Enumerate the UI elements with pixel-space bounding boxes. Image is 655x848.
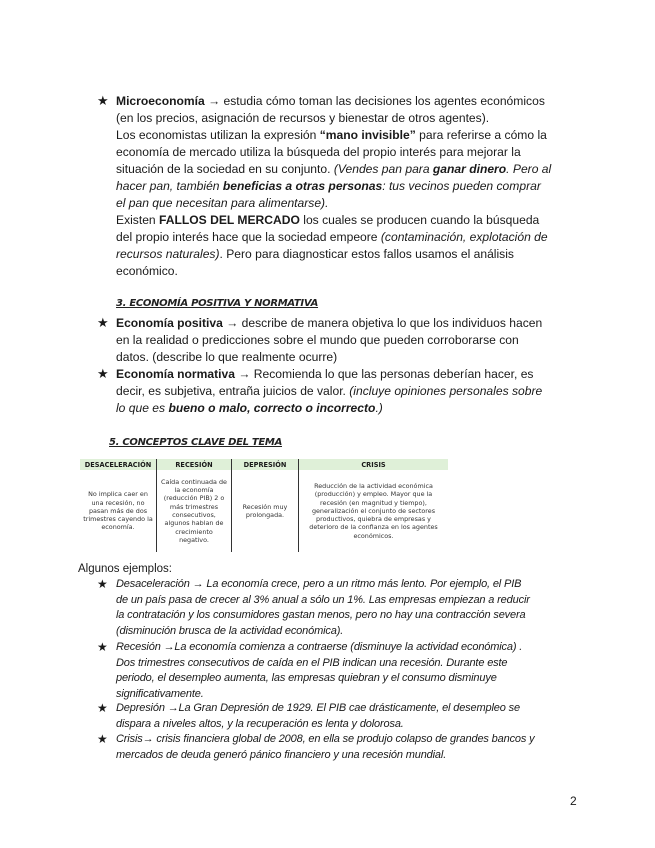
micro-p2-line-2: economía de mercado utiliza la búsqueda del propio interés para mejorar la (116, 145, 521, 159)
header-depresion: DEPRESIÓN (232, 459, 299, 470)
bullet-star-icon: ★ (97, 640, 108, 654)
text: decir, es subjetiva, entraña juicios de valor. (116, 384, 350, 398)
text: . Pero para diagnosticar estos fallos usamos el análisis (219, 247, 514, 261)
positiva-line-1 (116, 315, 586, 332)
example-line: Desaceleración → La economía crece, pero a un ritmo más lento. Por ejemplo, el PIB (116, 578, 522, 590)
header-crisis: CRISIS (299, 459, 449, 470)
micro-p3-line-4: económico. (116, 264, 178, 278)
cell-crisis: Reducción de la actividad económica (producción) y empleo. Mayor que la recesión (en magnitud y tiempo), generalización el conjunto de sectores productivos, quiebra de empresas y deterioro de la confianza en los agentes económicos. (299, 470, 449, 552)
text: (Vendes pan para (333, 162, 433, 176)
bullet-star-icon: ★ (97, 732, 108, 746)
example-depresion (116, 701, 520, 732)
text: hacer pan, también (116, 179, 223, 193)
micro-p3-line-2 (116, 229, 586, 246)
text: lo que es (116, 401, 169, 415)
bullet-star-icon: ★ (97, 315, 109, 330)
normativa-title: Economía normativa (116, 367, 235, 381)
cell-desaceleracion: No implica caer en una recesión, no pasan más de dos trimestres cayendo la economía. (83, 490, 153, 532)
micro-p2-line-4 (116, 178, 586, 195)
micro-p2-line-1 (116, 127, 586, 144)
header-recesion: RECESIÓN (157, 459, 232, 470)
cell-recesion: Caída continuada de la economía (reducción PIB) 2 o más trimestres consecutivos, algunos hablan de crecimiento negativo. (157, 470, 232, 552)
example-line: mercados de deuda generó pánico financiero y una recesión mundial. (116, 748, 447, 761)
text: los cuales se producen cuando la búsqueda (299, 213, 540, 227)
example-recesion (116, 640, 522, 702)
example-line: dispara a niveles altos, y la recuperación es lenta y dolorosa. (116, 717, 404, 730)
table-row (80, 470, 448, 552)
normativa-line-3 (116, 400, 586, 417)
text: Existen (116, 213, 160, 227)
example-line: (disminución brusca de la actividad económica). (116, 624, 344, 637)
positiva-line-3: datos. (describe lo que realmente ocurre) (116, 350, 338, 364)
example-line: Crisis→ crisis financiera global de 2008, en ella se produjo colapso de grandes bancos y (116, 733, 535, 745)
example-line: de un país pasa de crecer al 3% anual a sólo un 1%. Las empresas empiezan a reducir (116, 593, 530, 606)
ejemplos-intro: Algunos ejemplos: (78, 563, 172, 575)
text: para referirse a cómo la (415, 128, 547, 142)
micro-line-1 (116, 93, 586, 110)
mano-invisible: “mano invisible” (319, 128, 416, 142)
text: (contaminación, explotación de (380, 230, 548, 244)
text: Los economistas utilizan la expresión (116, 128, 320, 142)
fallos-mercado: FALLOS DEL MERCADO (159, 213, 300, 227)
header-desaceleracion: DESACELERACIÓN (80, 459, 157, 470)
micro-p3-line-1 (116, 212, 586, 229)
text: : tus vecinos pueden comprar (382, 179, 541, 193)
micro-p2-line-5 (116, 195, 586, 212)
text: el pan que necesitan para alimentarse). (116, 196, 329, 210)
text: del propio interés hace que la sociedad empeore (116, 230, 381, 244)
example-desaceleracion (116, 577, 530, 639)
normativa-line-1 (116, 366, 586, 383)
bueno-malo: bueno o malo, correcto o incorrecto (168, 401, 376, 415)
example-line: la contratación y los consumidores gastan menos, pero no hay una contracción severa (116, 609, 526, 622)
text: situación de la sociedad en su conjunto. (116, 162, 334, 176)
text: → Recomienda lo que las personas deberían hacer, es (234, 367, 534, 381)
text: .) (375, 401, 383, 415)
cell-depresion: Recesión muy prolongada. (232, 470, 299, 552)
bullet-star-icon: ★ (97, 93, 109, 108)
section-3-heading: 3. ECONOMÍA POSITIVA Y NORMATIVA (116, 298, 319, 309)
table-header-row (80, 459, 448, 470)
concepts-table (80, 459, 448, 552)
page-number: 2 (570, 794, 577, 808)
micro-definition: → estudia cómo toman las decisiones los agentes económicos (204, 94, 545, 108)
ganar-dinero: ganar dinero (432, 162, 507, 176)
positiva-line-2: en la realidad o predicciones sobre el mundo que pueden corroborarse con (116, 333, 519, 347)
positiva-title: Economía positiva (116, 316, 223, 330)
example-crisis (116, 732, 535, 763)
example-line: Recesión →La economía comienza a contraerse (disminuye la actividad económica) . (116, 641, 523, 653)
bullet-star-icon: ★ (97, 577, 108, 591)
micro-p3-line-3 (116, 246, 586, 263)
text: → describe de manera objetiva lo que los individuos hacen (222, 316, 543, 330)
bullet-star-icon: ★ (97, 366, 109, 381)
bullet-star-icon: ★ (97, 701, 108, 715)
section-5-heading: 5. CONCEPTOS CLAVE DEL TEMA (109, 437, 283, 448)
example-line: periodo, el desempleo aumenta, las empresas quiebran y el consumo disminuye (116, 672, 497, 685)
example-line: significativamente. (116, 687, 204, 700)
text: (incluye opiniones personales sobre (349, 384, 543, 398)
micro-p2-line-3 (116, 161, 586, 178)
micro-line-2: (en los precios, asignación de recursos y bienestar de otros agentes). (116, 111, 490, 125)
text: . Pero al (506, 162, 552, 176)
text: recursos naturales) (116, 247, 220, 261)
example-line: Dos trimestres consecutivos de caída en el PIB indican una recesión. Durante este (116, 656, 508, 669)
micro-title: Microeconomía (116, 94, 205, 108)
example-line: Depresión →La Gran Depresión de 1929. El PIB cae drásticamente, el desempleo se (116, 702, 520, 714)
normativa-line-2 (116, 383, 586, 400)
beneficias: beneficias a otras personas (222, 179, 383, 193)
